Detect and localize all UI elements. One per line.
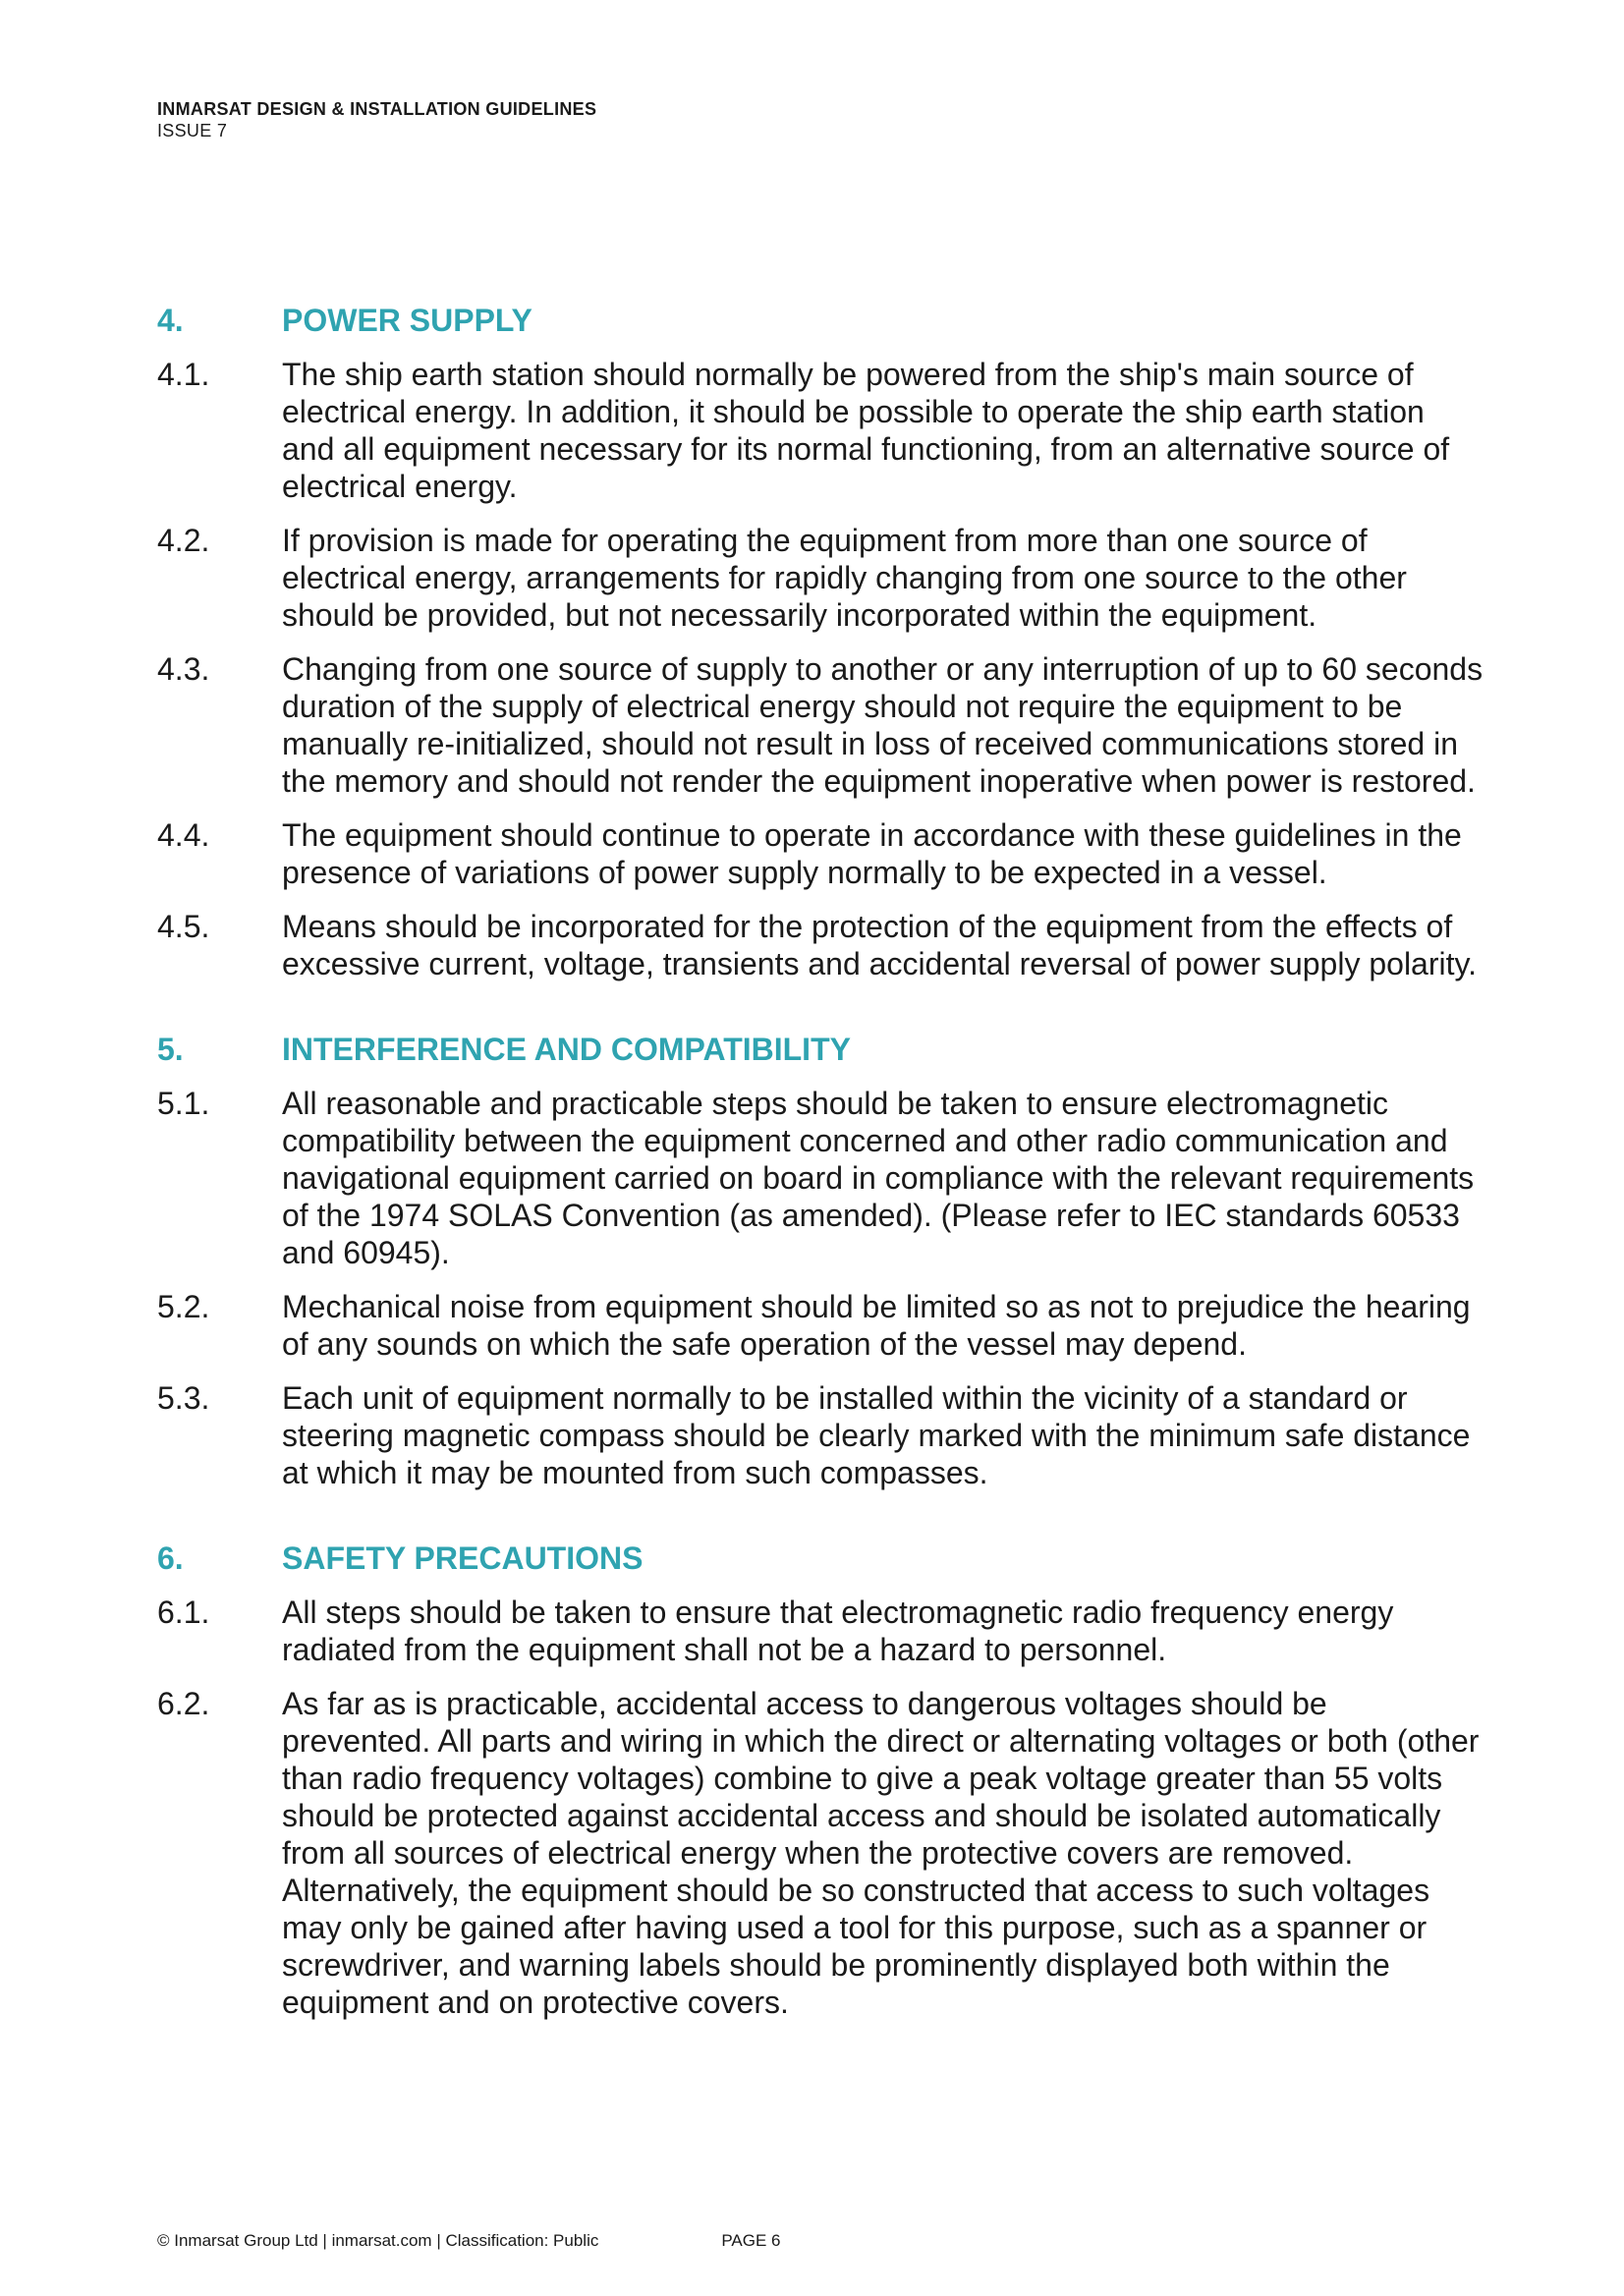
section-heading [157, 1539, 1484, 1578]
paragraph [157, 650, 1484, 800]
section-heading [157, 301, 1484, 340]
paragraph-text: Means should be incorporated for the protection of the equipment from the effects of excessive current, voltage, transients and accidental reversal of power supply polarity. [282, 909, 1478, 981]
paragraph [157, 1685, 1484, 2021]
section-number: 5. [157, 1032, 184, 1067]
section-title: POWER SUPPLY [282, 303, 532, 338]
paragraph-number: 5.3. [157, 1380, 210, 1416]
paragraph-text: All reasonable and practicable steps should be taken to ensure electromagnetic compatibility between the equipment concerned and other radio communication and navigational equipment carried on board in compliance with the relevant requirements of the 1974 SOLAS Convention (as amended). (Please refer to IEC standards 60533 and 60945). [282, 1086, 1475, 1270]
paragraph-number: 4.2. [157, 523, 210, 558]
section-safety-precautions [157, 1539, 1484, 2021]
section-number: 6. [157, 1540, 184, 1576]
paragraph [157, 908, 1484, 982]
paragraph-text: The equipment should continue to operate in accordance with these guidelines in the presence of variations of power supply normally to be expected in a vessel. [282, 817, 1462, 890]
paragraph [157, 816, 1484, 891]
paragraph-number: 4.1. [157, 357, 210, 392]
paragraph [157, 1379, 1484, 1491]
paragraph-number: 6.2. [157, 1686, 210, 1721]
document-body [157, 301, 1484, 2068]
paragraph-number: 4.3. [157, 651, 210, 687]
paragraph-text: Changing from one source of supply to another or any interruption of up to 60 seconds duration of the supply of electrical energy should not require the equipment to be manually re-initialized, should not result in loss of received communications stored in the memory and should not render the equipment inoperative when power is restored. [282, 651, 1484, 799]
paragraph-text: Mechanical noise from equipment should be limited so as not to prejudice the hearing of any sounds on which the safe operation of the vessel may depend. [282, 1289, 1471, 1362]
document-title: INMARSAT DESIGN & INSTALLATION GUIDELINES [157, 99, 597, 119]
page-footer [157, 2231, 781, 2251]
paragraph-text: If provision is made for operating the equipment from more than one source of electrical energy, arrangements for rapidly changing from one source to the other should be provided, but not necessarily incorporated within the equipment. [282, 523, 1407, 633]
paragraph-text: All steps should be taken to ensure that electromagnetic radio frequency energy radiated from the equipment shall not be a hazard to personnel. [282, 1595, 1394, 1667]
paragraph-text: As far as is practicable, accidental access to dangerous voltages should be prevented. All parts and wiring in which the direct or alternating voltages or both (other than radio frequency voltages) combine to give a peak voltage greater than 55 volts should be protected against accidental access and should be isolated automatically from all sources of electrical energy when the protective covers are removed. Alternatively, the equipment should be so constructed that access to such voltages may only be gained after having used a tool for this purpose, such as a spanner or screwdriver, and warning labels should be prominently displayed both within the equipment and on protective covers. [282, 1686, 1480, 2020]
paragraph-number: 4.4. [157, 817, 210, 853]
page-number: PAGE 6 [721, 2231, 781, 2250]
paragraph [157, 1594, 1484, 1668]
section-power-supply [157, 301, 1484, 982]
paragraph [157, 356, 1484, 505]
section-title: INTERFERENCE AND COMPATIBILITY [282, 1032, 851, 1067]
section-number: 4. [157, 303, 184, 338]
section-title: SAFETY PRECAUTIONS [282, 1540, 644, 1576]
paragraph-number: 4.5. [157, 909, 210, 944]
document-issue: ISSUE 7 [157, 121, 228, 140]
paragraph-number: 5.2. [157, 1289, 210, 1324]
paragraph [157, 522, 1484, 634]
paragraph-text: The ship earth station should normally be powered from the ship's main source of electrical energy. In addition, it should be possible to operate the ship earth station and all equipment necessary for its normal functioning, from an alternative source of electrical energy. [282, 357, 1450, 504]
footer-copyright: © Inmarsat Group Ltd | inmarsat.com | Classification: Public [157, 2231, 599, 2250]
section-interference-compatibility [157, 1030, 1484, 1491]
page-header [157, 98, 596, 141]
paragraph-number: 6.1. [157, 1595, 210, 1630]
paragraph [157, 1085, 1484, 1271]
paragraph-number: 5.1. [157, 1086, 210, 1121]
paragraph-text: Each unit of equipment normally to be installed within the vicinity of a standard or steering magnetic compass should be clearly marked with the minimum safe distance at which it may be mounted from such compasses. [282, 1380, 1471, 1490]
paragraph [157, 1288, 1484, 1363]
section-heading [157, 1030, 1484, 1069]
